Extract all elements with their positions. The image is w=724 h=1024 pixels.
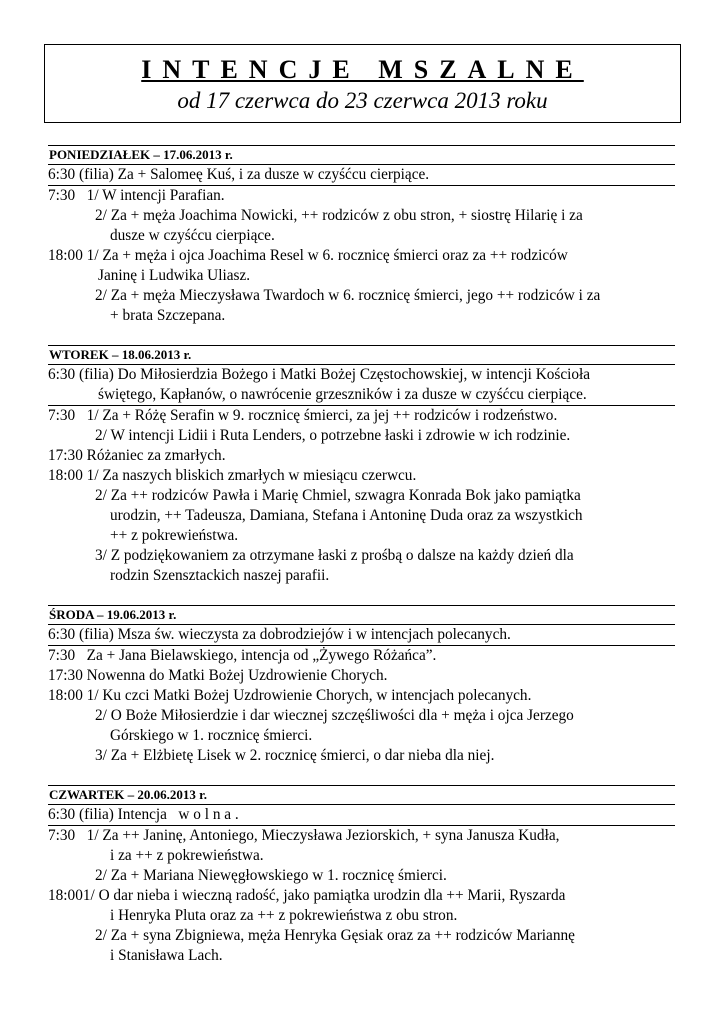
day-heading: ŚRODA – 19.06.2013 r.	[48, 605, 675, 625]
intention-line: 18:00 1/ Ku czci Matki Bożej Uzdrowienie Chorych, w intencjach polecanych.	[48, 687, 532, 704]
intention-line: rodzin Szensztackich naszej parafii.	[110, 567, 330, 584]
filia-intention: 6:30 (filia) Intencja w o l n a .	[48, 805, 675, 826]
day-heading: CZWARTEK – 20.06.2013 r.	[48, 785, 675, 805]
intention-line: 2/ Za ++ rodziców Pawła i Marię Chmiel, szwagra Konrada Bok jako pamiątka	[95, 487, 581, 504]
schedule	[48, 145, 675, 985]
intention-line: 7:30 1/ W intencji Parafian.	[48, 187, 225, 204]
intention-line: 7:30 Za + Jana Bielawskiego, intencja od „Żywego Różańca”.	[48, 647, 437, 664]
intention-line: i Henryka Pluta oraz za ++ z pokrewieństwa z obu stron.	[110, 907, 458, 924]
page-title: INTENCJE MSZALNE	[141, 55, 584, 84]
day-tuesday	[48, 345, 675, 586]
filia-intention: 6:30 (filia) Msza św. wieczysta za dobrodziejów i w intencjach polecanych.	[48, 625, 675, 646]
filia-intention: 6:30 (filia) Do Miłosierdzia Bożego i Matki Bożej Częstochowskiej, w intencji Kościoła	[48, 366, 591, 383]
intention-line: 7:30 1/ Za ++ Janinę, Antoniego, Mieczysława Jeziorskich, + syna Janusza Kudła,	[48, 827, 560, 844]
intention-line: 3/ Za + Elżbietę Lisek w 2. rocznicę śmierci, o dar nieba dla niej.	[95, 747, 495, 764]
intention-line: i za ++ z pokrewieństwa.	[110, 847, 264, 864]
intention-line: 2/ O Boże Miłosierdzie i dar wiecznej szczęśliwości dla + męża i ojca Jerzego	[95, 707, 574, 724]
intention-line: 17:30 Różaniec za zmarłych.	[48, 447, 226, 464]
filia-intention-cont: świętego, Kapłanów, o nawrócenie grzeszników i za dusze w czyśćcu cierpiące.	[48, 385, 675, 406]
page-subtitle: od 17 czerwca do 23 czerwca 2013 roku	[177, 88, 548, 113]
intention-line: Górskiego w 1. rocznicę śmierci.	[110, 727, 313, 744]
intention-line: i Stanisława Lach.	[110, 947, 223, 964]
intention-line: 2/ Za + męża Joachima Nowicki, ++ rodziców z obu stron, + siostrę Hilarię i za	[95, 207, 583, 224]
day-wednesday	[48, 605, 675, 766]
intention-line: 7:30 1/ Za + Różę Serafin w 9. rocznicę śmierci, za jej ++ rodziców i rodzeństwo.	[48, 407, 558, 424]
intention-line: 3/ Z podziękowaniem za otrzymane łaski z prośbą o dalsze na każdy dzień dla	[95, 547, 574, 564]
day-thursday	[48, 785, 675, 966]
filia-intention: 6:30 (filia) Za + Salomeę Kuś, i za dusze w czyśćcu cierpiące.	[48, 165, 675, 186]
intention-line: urodzin, ++ Tadeusza, Damiana, Stefana i Antoninę Duda oraz za wszystkich	[110, 507, 583, 524]
day-monday	[48, 145, 675, 326]
intention-line: 18:00 1/ Za + męża i ojca Joachima Resel w 6. rocznicę śmierci oraz za ++ rodziców	[48, 247, 568, 264]
intention-line: dusze w czyśćcu cierpiące.	[110, 227, 275, 244]
day-heading: PONIEDZIAŁEK – 17.06.2013 r.	[48, 145, 675, 165]
title-box	[44, 44, 681, 123]
intention-line: 2/ Za + męża Mieczysława Twardoch w 6. rocznicę śmierci, jego ++ rodziców i za	[95, 287, 601, 304]
intention-line: Janinę i Ludwika Uliasz.	[98, 267, 251, 284]
intention-line: 18:00 1/ Za naszych bliskich zmarłych w miesiącu czerwcu.	[48, 467, 417, 484]
intention-line: 17:30 Nowenna do Matki Bożej Uzdrowienie Chorych.	[48, 667, 388, 684]
intention-line: 2/ Za + Mariana Niewęgłowskiego w 1. rocznicę śmierci.	[95, 867, 447, 884]
intention-line: + brata Szczepana.	[110, 307, 226, 324]
intention-line: 2/ Za + syna Zbigniewa, męża Henryka Gęsiak oraz za ++ rodziców Mariannę	[95, 927, 575, 944]
intention-line: 2/ W intencji Lidii i Ruta Lenders, o potrzebne łaski i zdrowie w ich rodzinie.	[95, 427, 571, 444]
intention-line: ++ z pokrewieństwa.	[110, 527, 239, 544]
intention-line: 18:001/ O dar nieba i wieczną radość, jako pamiątka urodzin dla ++ Marii, Ryszarda	[48, 887, 566, 904]
day-heading: WTOREK – 18.06.2013 r.	[48, 345, 675, 365]
